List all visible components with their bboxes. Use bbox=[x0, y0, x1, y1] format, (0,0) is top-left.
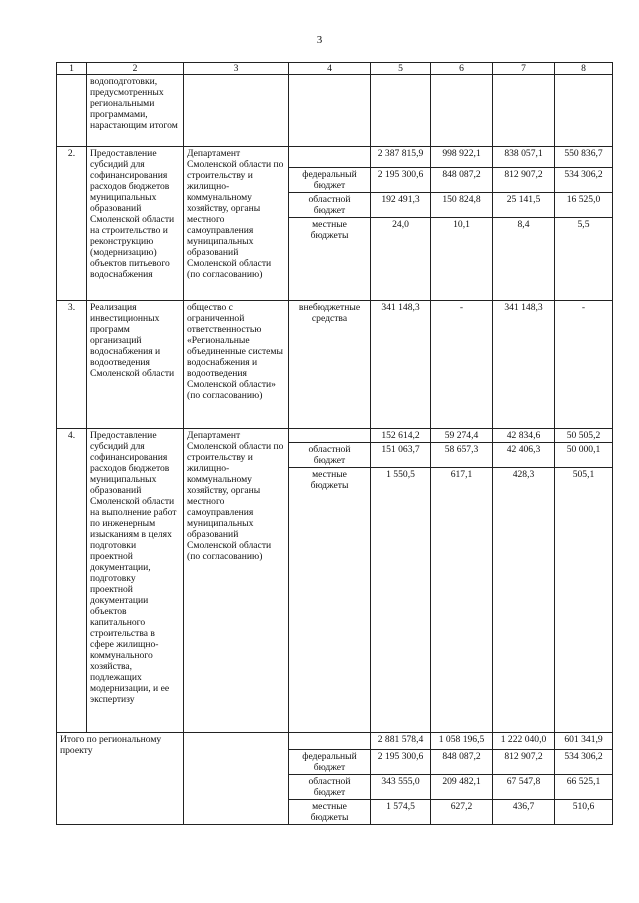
header-cell: 5 bbox=[371, 63, 431, 75]
value-cell: 998 922,1 bbox=[431, 147, 493, 168]
row-number: 2. bbox=[57, 147, 87, 301]
value-cell: 1 574,5 bbox=[371, 800, 431, 825]
table-row bbox=[57, 733, 613, 750]
value-cell: 59 274,4 bbox=[431, 429, 493, 443]
value-cell: 1 058 196,5 bbox=[431, 733, 493, 750]
value-cell: 152 614,2 bbox=[371, 429, 431, 443]
value-cell: 550 836,7 bbox=[555, 147, 613, 168]
value-cell: 66 525,1 bbox=[555, 775, 613, 800]
value-cell: 2 881 578,4 bbox=[371, 733, 431, 750]
row-executor: Департамент Смоленской области по строительству и жилищно-коммунальному хозяйству, органы местного самоуправления муниципальных образований Смоленской области (по согласованию) bbox=[184, 147, 289, 301]
value-cell: 812 907,2 bbox=[493, 750, 555, 775]
funding-source: областной бюджет bbox=[289, 775, 371, 800]
value-cell: 534 306,2 bbox=[555, 750, 613, 775]
value-cell: 25 141,5 bbox=[493, 193, 555, 218]
header-row bbox=[57, 63, 613, 75]
header-cell: 1 bbox=[57, 63, 87, 75]
header-cell: 4 bbox=[289, 63, 371, 75]
funding-source: местные бюджеты bbox=[289, 800, 371, 825]
value-cell: 848 087,2 bbox=[431, 750, 493, 775]
table-row bbox=[57, 301, 613, 429]
row-number: 3. bbox=[57, 301, 87, 429]
value-cell: 601 341,9 bbox=[555, 733, 613, 750]
value-cell: 50 505,2 bbox=[555, 429, 613, 443]
header-cell: 8 bbox=[555, 63, 613, 75]
budget-table bbox=[56, 62, 613, 825]
value-cell: 428,3 bbox=[493, 468, 555, 733]
header-cell: 7 bbox=[493, 63, 555, 75]
value-cell: 8,4 bbox=[493, 218, 555, 301]
header-cell: 3 bbox=[184, 63, 289, 75]
value-cell: - bbox=[555, 301, 613, 429]
value-cell: 192 491,3 bbox=[371, 193, 431, 218]
value-cell: 2 195 300,6 bbox=[371, 750, 431, 775]
header-cell: 6 bbox=[431, 63, 493, 75]
total-label: Итого по региональному проекту bbox=[57, 733, 184, 825]
value-cell: 42 406,3 bbox=[493, 443, 555, 468]
funding-source: федеральный бюджет bbox=[289, 168, 371, 193]
value-cell: 1 222 040,0 bbox=[493, 733, 555, 750]
value-cell: 58 657,3 bbox=[431, 443, 493, 468]
value-cell: 5,5 bbox=[555, 218, 613, 301]
value-cell: 150 824,8 bbox=[431, 193, 493, 218]
value-cell: 24,0 bbox=[371, 218, 431, 301]
value-cell: 812 907,2 bbox=[493, 168, 555, 193]
table-row bbox=[57, 75, 613, 147]
funding-source: областной бюджет bbox=[289, 193, 371, 218]
row-description: Реализация инвестиционных программ организаций водоснабжения и водоотведения Смоленской области bbox=[87, 301, 184, 429]
value-cell: 617,1 bbox=[431, 468, 493, 733]
page-number: 3 bbox=[316, 34, 323, 46]
value-cell: 10,1 bbox=[431, 218, 493, 301]
value-cell: 848 087,2 bbox=[431, 168, 493, 193]
value-cell: 42 834,6 bbox=[493, 429, 555, 443]
value-cell: - bbox=[431, 301, 493, 429]
funding-source: федеральный бюджет bbox=[289, 750, 371, 775]
funding-source: местные бюджеты bbox=[289, 468, 371, 733]
row-description: Предоставление субсидий для софинансирования расходов бюджетов муниципальных образований Смоленской области на выполнение работ по инженерным изысканиям в целях подготовки проектной документации, подготовку проектной документации объектов капитального строительства в сфере жилищно-коммунального хозяйства, подлежащих модернизации, и ее экспертизу bbox=[87, 429, 184, 733]
value-cell: 2 195 300,6 bbox=[371, 168, 431, 193]
value-cell: 534 306,2 bbox=[555, 168, 613, 193]
value-cell: 343 555,0 bbox=[371, 775, 431, 800]
value-cell: 838 057,1 bbox=[493, 147, 555, 168]
value-cell: 341 148,3 bbox=[493, 301, 555, 429]
value-cell: 67 547,8 bbox=[493, 775, 555, 800]
row-description: водоподготовки, предусмотренных региональными программами, нарастающим итогом bbox=[87, 75, 184, 147]
value-cell: 510,6 bbox=[555, 800, 613, 825]
funding-source: внебюджетные средства bbox=[289, 301, 371, 429]
header-cell: 2 bbox=[87, 63, 184, 75]
value-cell: 436,7 bbox=[493, 800, 555, 825]
value-cell: 341 148,3 bbox=[371, 301, 431, 429]
row-executor: Департамент Смоленской области по строительству и жилищно-коммунальному хозяйству, органы местного самоуправления муниципальных образований Смоленской области (по согласованию) bbox=[184, 429, 289, 733]
funding-source: местные бюджеты bbox=[289, 218, 371, 301]
row-executor: общество с ограниченной ответственностью «Региональные объединенные системы водоснабжения и водоотведения Смоленской области» (по согласованию) bbox=[184, 301, 289, 429]
value-cell: 627,2 bbox=[431, 800, 493, 825]
value-cell: 50 000,1 bbox=[555, 443, 613, 468]
value-cell: 2 387 815,9 bbox=[371, 147, 431, 168]
funding-source: областной бюджет bbox=[289, 443, 371, 468]
table-row bbox=[57, 147, 613, 168]
value-cell: 151 063,7 bbox=[371, 443, 431, 468]
value-cell: 1 550,5 bbox=[371, 468, 431, 733]
funding-source bbox=[289, 733, 371, 750]
row-description: Предоставление субсидий для софинансирования расходов бюджетов муниципальных образований Смоленской области на строительство и реконструкцию (модернизацию) объектов питьевого водоснабжения bbox=[87, 147, 184, 301]
value-cell: 16 525,0 bbox=[555, 193, 613, 218]
value-cell: 505,1 bbox=[555, 468, 613, 733]
table-row bbox=[57, 429, 613, 443]
funding-source bbox=[289, 147, 371, 168]
value-cell: 209 482,1 bbox=[431, 775, 493, 800]
row-number: 4. bbox=[57, 429, 87, 733]
funding-source bbox=[289, 429, 371, 443]
